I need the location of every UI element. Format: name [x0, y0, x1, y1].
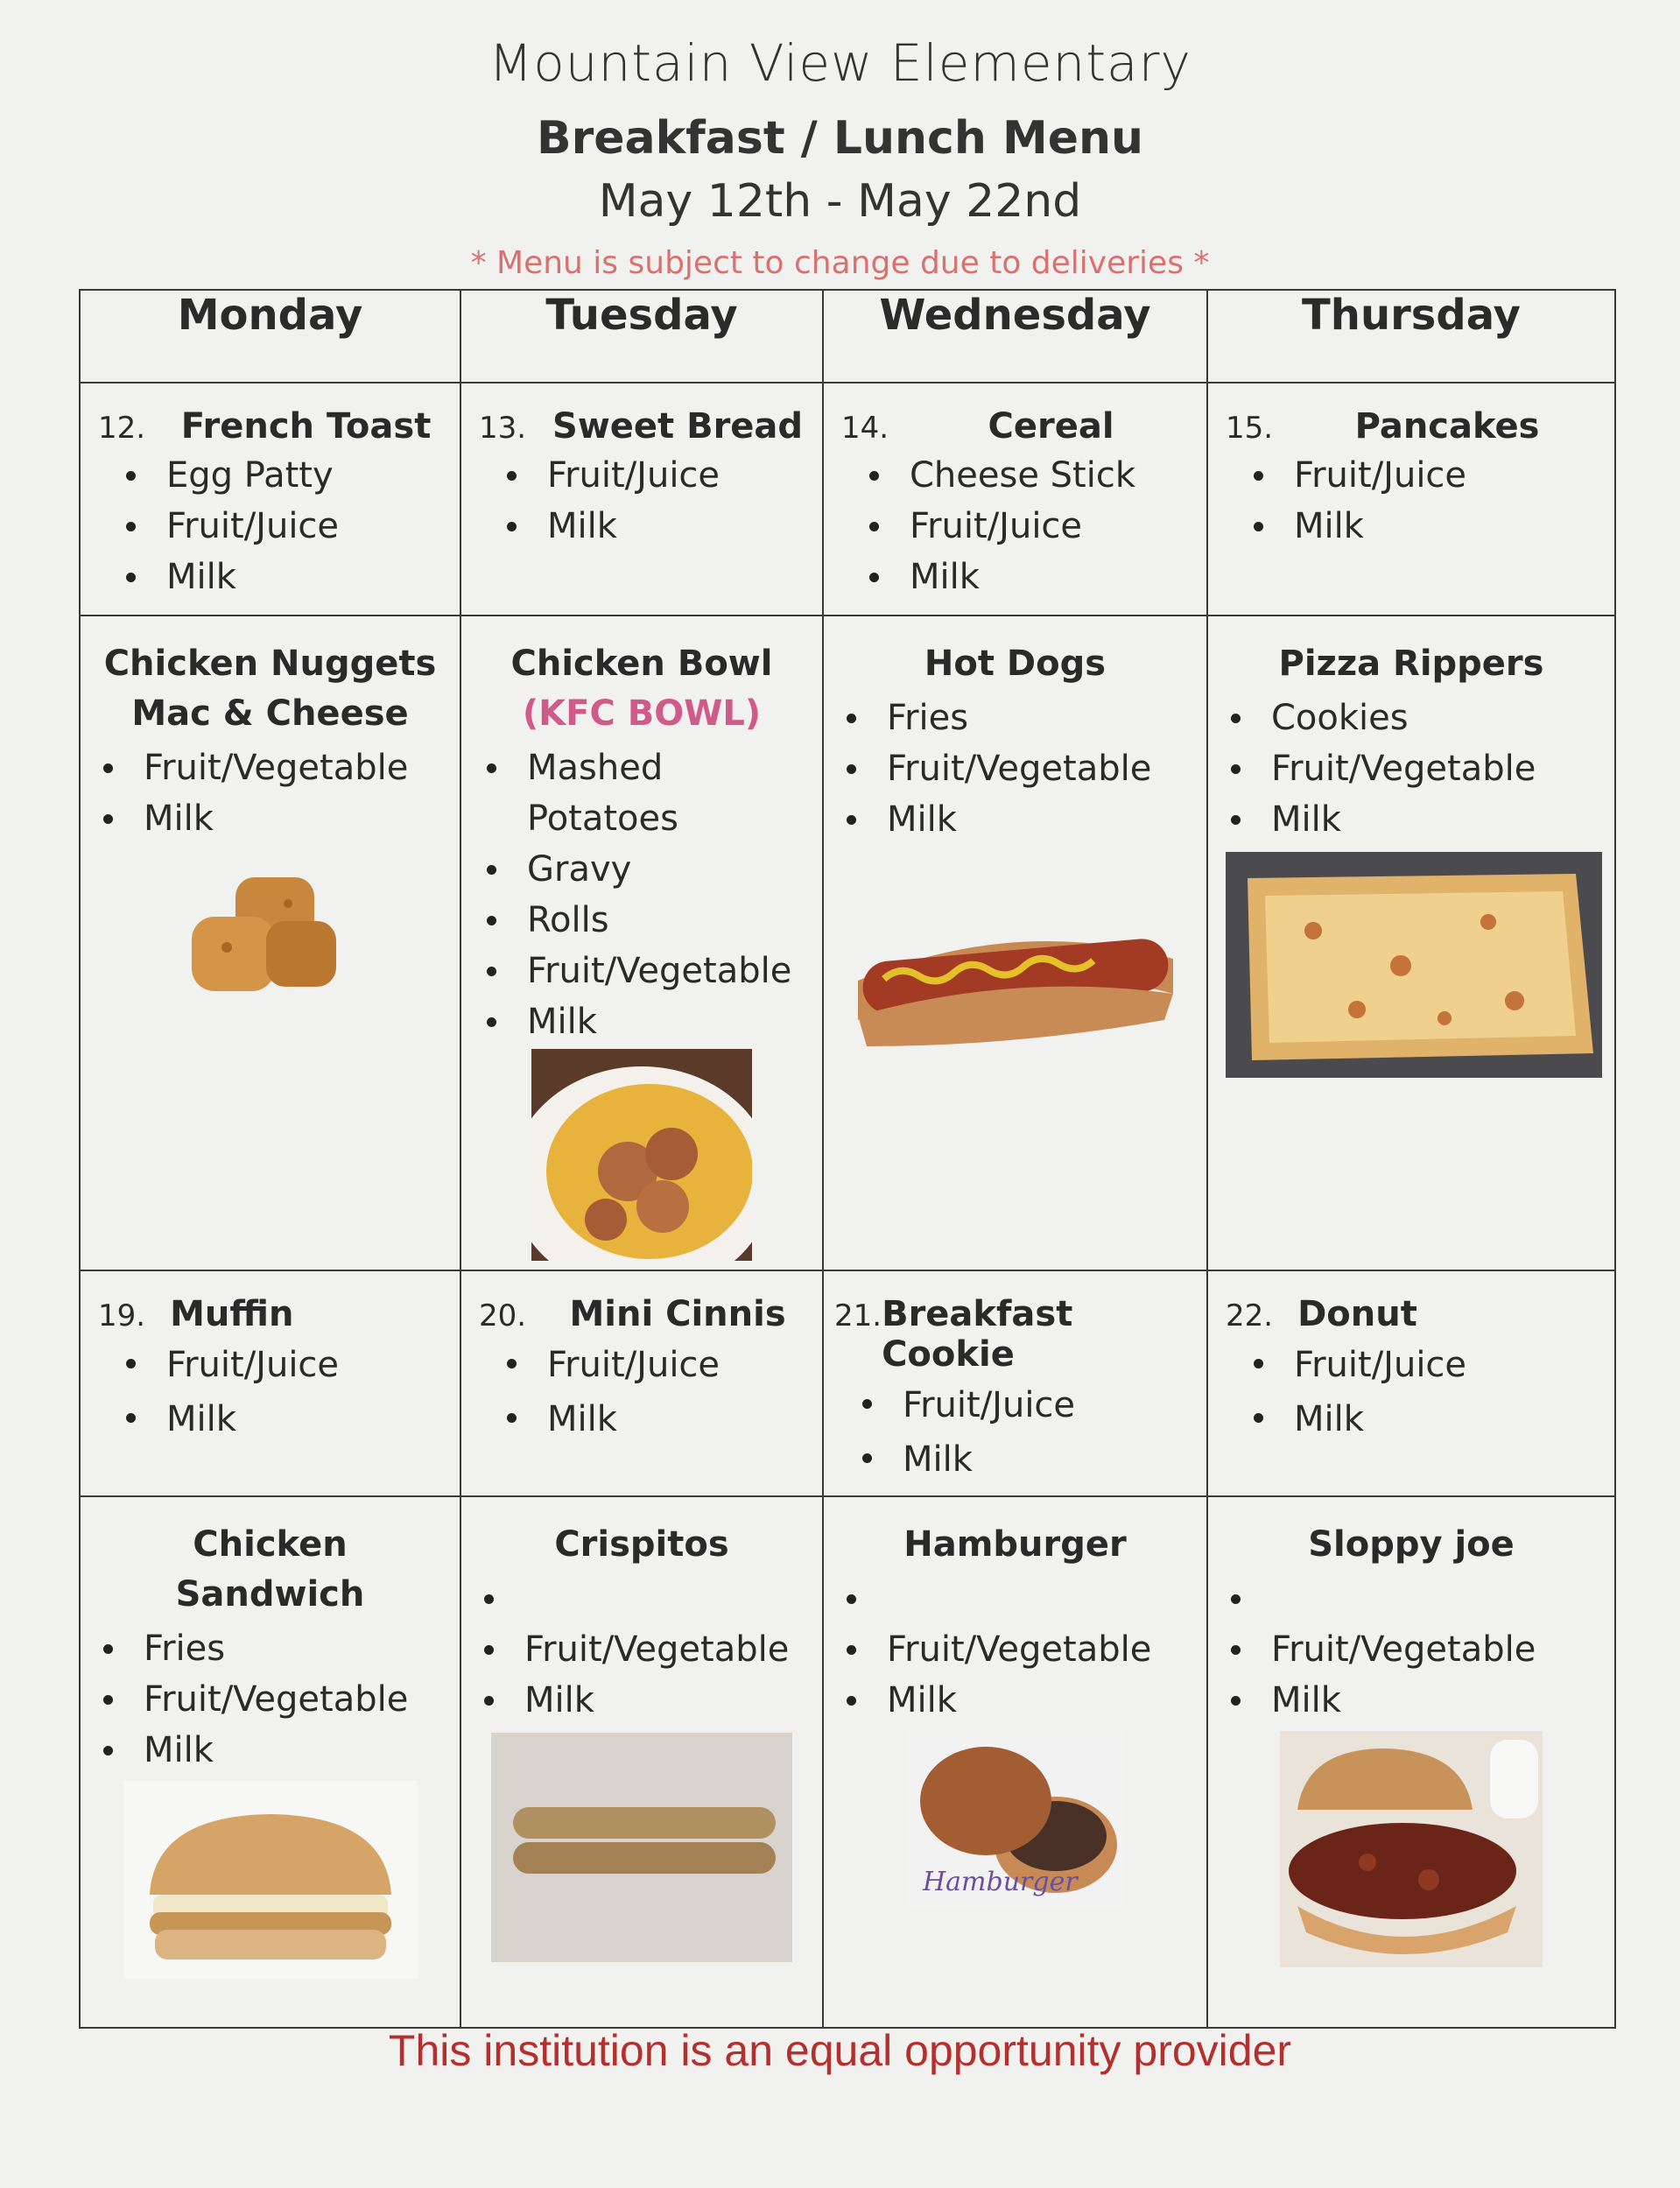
list-item: Milk [1271, 794, 1597, 845]
sloppy-joe-image [1280, 1731, 1543, 1967]
lunch-cell-15 [1207, 616, 1615, 1270]
list-item: Fruit/Juice [166, 501, 442, 552]
breakfast-cell-20 [460, 1270, 823, 1496]
chicken-nuggets-image [183, 860, 358, 1009]
list-item [1271, 1573, 1597, 1624]
breakfast-dish: Muffin [170, 1294, 294, 1334]
breakfast-cell-14 [823, 383, 1207, 616]
lunch-dish: Pizza Rippers [1278, 644, 1544, 684]
list-item: Mashed Potatoes [527, 742, 805, 844]
breakfast-cell-13 [460, 383, 823, 616]
list-item: Fruit/Vegetable [887, 1624, 1189, 1675]
list-item: Milk [1294, 1392, 1597, 1446]
date-number: 14. [841, 411, 889, 446]
lunch-cell-13 [460, 616, 823, 1270]
chicken-bowl-image [531, 1049, 752, 1261]
menu-dates: May 12th - May 22nd [598, 175, 1082, 228]
date-number: 12. [98, 411, 146, 446]
list-item: Milk [887, 794, 1189, 845]
list-item: Milk [547, 1392, 805, 1446]
list-item [524, 1573, 805, 1624]
hamburger-image [907, 1731, 1124, 1910]
list-item: Fruit/Vegetable [144, 1674, 442, 1725]
date-number: 13. [479, 411, 527, 446]
list-item: Cookies [1271, 693, 1597, 743]
breakfast-dish: Cereal [988, 406, 1114, 447]
crispitos-image [491, 1733, 792, 1962]
equal-opportunity-statement: This institution is an equal opportunity provider [388, 2026, 1292, 2075]
list-item: Fruit/Juice [547, 450, 805, 501]
list-item: Rolls [527, 895, 805, 946]
list-item: Fruit/Juice [166, 1338, 442, 1392]
menu-title: Breakfast / Lunch Menu [536, 112, 1144, 165]
list-item: Egg Patty [166, 450, 442, 501]
breakfast-dish: Pancakes [1354, 406, 1540, 447]
breakfast-dish: French Toast [180, 406, 432, 447]
breakfast-cell-15 [1207, 383, 1615, 616]
hot-dog-image [849, 897, 1182, 1055]
breakfast-dish: Donut [1297, 1294, 1417, 1334]
list-item: Fruit/Vegetable [524, 1624, 805, 1675]
list-item [887, 1573, 1189, 1624]
lunch-cell-22 [1207, 1496, 1615, 2028]
breakfast-cell-22 [1207, 1270, 1615, 1496]
list-item: Fruit/Vegetable [527, 946, 805, 996]
pizza-image [1226, 852, 1602, 1078]
list-item: Gravy [527, 844, 805, 895]
list-item: Cheese Stick [910, 450, 1189, 501]
list-item: Fruit/Juice [903, 1378, 1189, 1432]
list-item: Milk [910, 552, 1189, 602]
hamburger-caption: Hamburger [922, 1867, 1078, 1897]
lunch-dish: Hot Dogs [924, 644, 1107, 684]
lunch-cell-14 [823, 616, 1207, 1270]
list-item: Milk [166, 552, 442, 602]
lunch-dish: Chicken Nuggets [103, 644, 437, 684]
list-item: Fries [144, 1623, 442, 1674]
breakfast-dish: Breakfast Cookie [882, 1294, 1073, 1375]
date-number: 21. [834, 1298, 882, 1333]
list-item: Milk [547, 501, 805, 552]
list-item: Milk [1271, 1675, 1597, 1726]
date-number: 22. [1226, 1298, 1274, 1333]
list-item: Fruit/Juice [1294, 1338, 1597, 1392]
chicken-sandwich-image [123, 1781, 418, 1979]
day-header-thursday: Thursday [1207, 290, 1615, 383]
lunch-dish: Crispitos [554, 1524, 729, 1565]
lunch-cell-20 [460, 1496, 823, 2028]
lunch-cell-19 [80, 1496, 460, 2028]
list-item: Fruit/Juice [910, 501, 1189, 552]
date-number: 19. [98, 1298, 146, 1333]
list-item: Fruit/Vegetable [144, 742, 442, 793]
list-item: Milk [527, 996, 805, 1047]
breakfast-dish: Mini Cinnis [569, 1294, 786, 1334]
list-item: Fries [887, 693, 1189, 743]
lunch-cell-21 [823, 1496, 1207, 2028]
day-header-monday: Monday [80, 290, 460, 383]
lunch-dish: Chicken Bowl [510, 644, 773, 684]
breakfast-dish: Sweet Bread [552, 406, 804, 447]
list-item: Milk [166, 1392, 442, 1446]
date-number: 15. [1226, 411, 1274, 446]
list-item: Fruit/Vegetable [1271, 1624, 1597, 1675]
list-item: Milk [1294, 501, 1597, 552]
breakfast-cell-21 [823, 1270, 1207, 1496]
list-item: Milk [524, 1675, 805, 1726]
lunch-dish-second: Mac & Cheese [131, 693, 409, 734]
breakfast-cell-19 [80, 1270, 460, 1496]
list-item: Fruit/Juice [547, 1338, 805, 1392]
lunch-cell-12 [80, 616, 460, 1270]
lunch-dish: Chicken Sandwich [175, 1524, 365, 1615]
menu-table [79, 289, 1616, 2029]
date-number: 20. [479, 1298, 527, 1333]
list-item: Milk [144, 793, 442, 844]
lunch-dish-subtitle: (KFC BOWL) [522, 693, 762, 734]
list-item: Fruit/Vegetable [887, 743, 1189, 794]
list-item: Fruit/Vegetable [1271, 743, 1597, 794]
list-item: Fruit/Juice [1294, 450, 1597, 501]
lunch-dish: Hamburger [903, 1524, 1127, 1565]
list-item: Milk [887, 1675, 1189, 1726]
lunch-dish: Sloppy joe [1308, 1524, 1515, 1565]
school-name: Mountain View Elementary [489, 33, 1191, 93]
breakfast-cell-12 [80, 383, 460, 616]
day-header-wednesday: Wednesday [823, 290, 1207, 383]
day-header-tuesday: Tuesday [460, 290, 823, 383]
list-item: Milk [903, 1432, 1189, 1487]
menu-note: * Menu is subject to change due to deliveries * [470, 245, 1210, 281]
list-item: Milk [144, 1725, 442, 1776]
